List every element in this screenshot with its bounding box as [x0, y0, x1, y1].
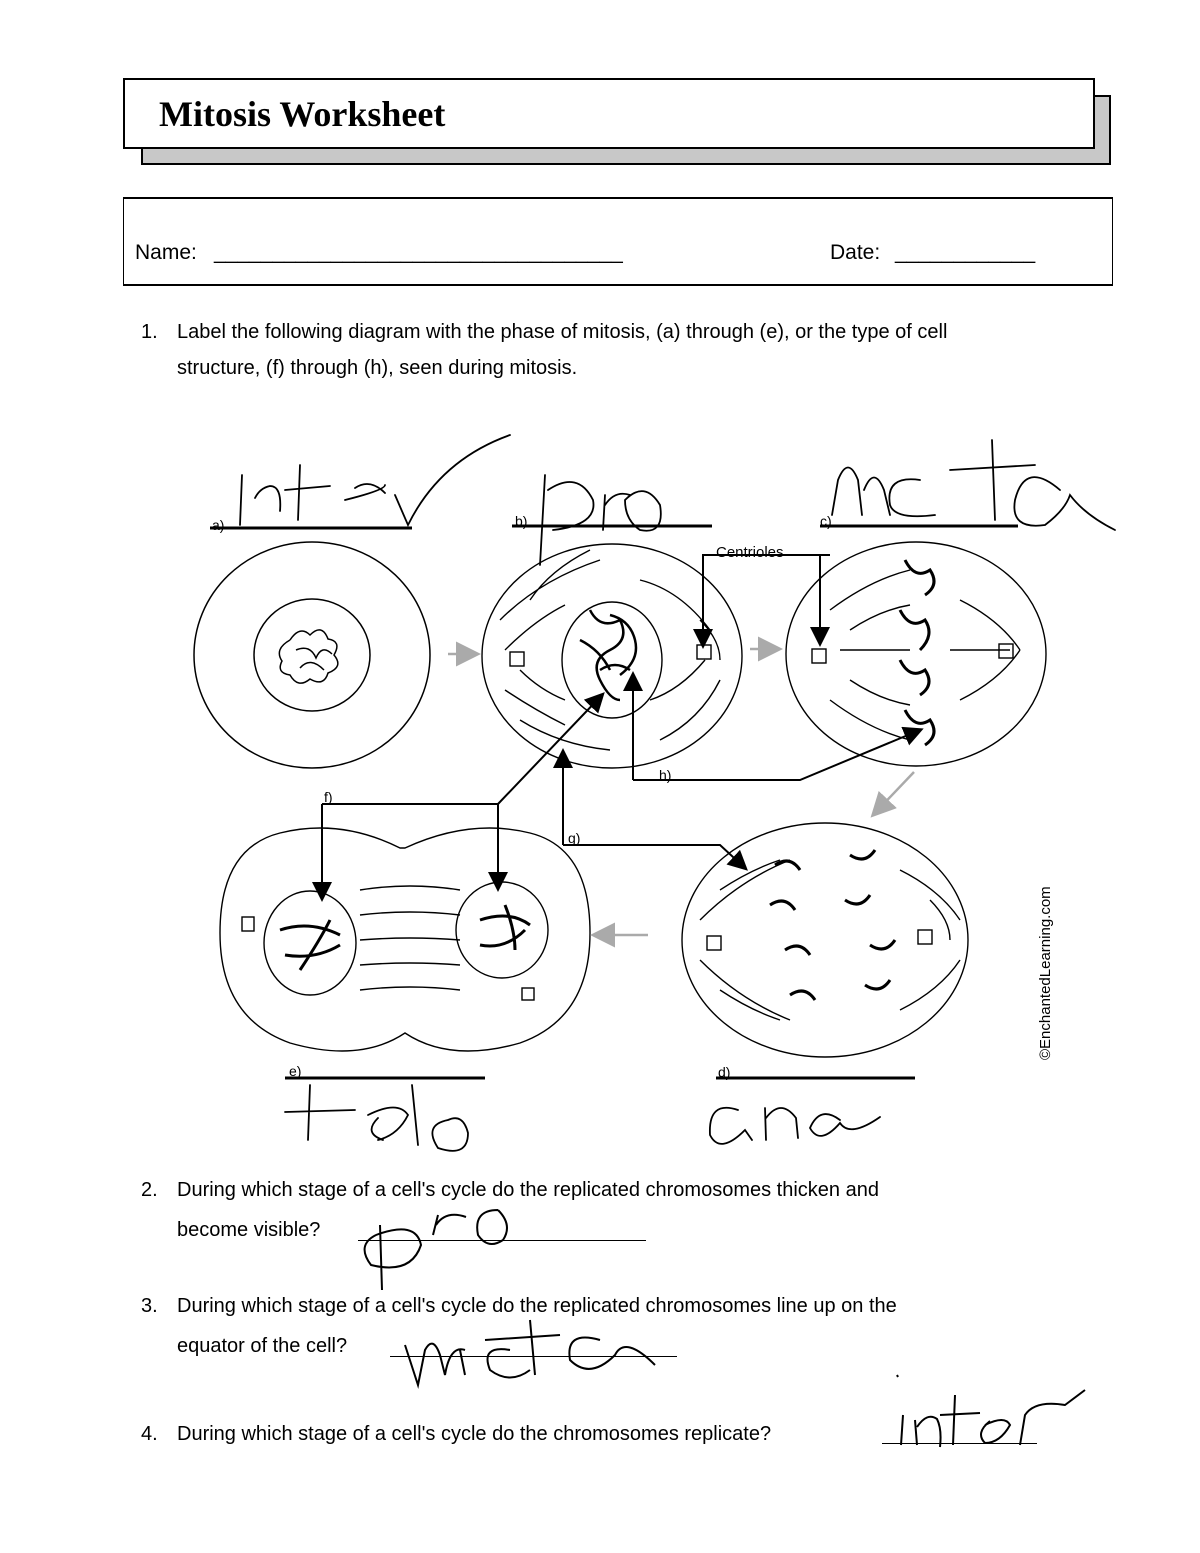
answer-4-handwriting — [885, 1365, 1095, 1455]
label-h: h) — [659, 767, 672, 783]
handwriting-inter — [240, 435, 510, 525]
handwriting-ana — [710, 1108, 880, 1144]
question-number: 4. — [141, 1423, 158, 1445]
question-text-line: Label the following diagram with the phase of mitosis, (a) through (e), or the type of cell — [177, 321, 948, 343]
date-label: Date: — [830, 241, 881, 264]
label-f: f) — [324, 789, 333, 805]
answer-3-handwriting — [400, 1305, 660, 1395]
handwriting-pro — [540, 475, 661, 565]
handwriting-telo — [285, 1085, 468, 1151]
pointer-lines — [322, 555, 920, 898]
credit-text: ©EnchantedLearning.com — [1037, 886, 1054, 1060]
cell-anaphase — [682, 823, 968, 1057]
question-text-line: During which stage of a cell's cycle do the replicated chromosomes thicken and — [177, 1179, 879, 1201]
mitosis-diagram — [0, 400, 1200, 1170]
question-text-line: During which stage of a cell's cycle do the replicated chromosomes line up on the — [177, 1295, 897, 1317]
label-g: g) — [568, 830, 581, 846]
question-text-line: equator of the cell? — [177, 1335, 348, 1357]
cell-telophase — [220, 828, 590, 1051]
centrioles-label: Centrioles — [716, 544, 784, 561]
label-a: a) — [212, 517, 225, 533]
label-e: e) — [289, 1063, 302, 1079]
question-number: 2. — [141, 1179, 158, 1201]
answer-2-handwriting — [358, 1195, 558, 1295]
name-label: Name: — [135, 241, 197, 264]
handwritten-answers — [240, 435, 1115, 1151]
arrow-icon — [874, 772, 914, 814]
page-title: Mitosis Worksheet — [159, 94, 446, 134]
question-text-line: become visible? — [177, 1219, 321, 1241]
label-b: b) — [515, 513, 528, 529]
label-d: d) — [718, 1064, 731, 1080]
name-blank: ___________________________________ — [214, 241, 623, 264]
question-1 — [141, 314, 1141, 386]
date-blank: ____________ — [895, 241, 1036, 264]
name-date-box — [123, 197, 1113, 286]
question-text-line: During which stage of a cell's cycle do the chromosomes replicate? — [177, 1423, 772, 1445]
question-text-line: structure, (f) through (h), seen during mitosis. — [177, 357, 578, 379]
title-box — [123, 78, 1095, 149]
handwriting-meta — [832, 440, 1115, 530]
label-c: c) — [820, 513, 832, 529]
phase-arrows — [448, 649, 914, 935]
question-number: 3. — [141, 1295, 158, 1317]
question-number: 1. — [141, 321, 158, 343]
cell-interphase — [194, 542, 430, 768]
